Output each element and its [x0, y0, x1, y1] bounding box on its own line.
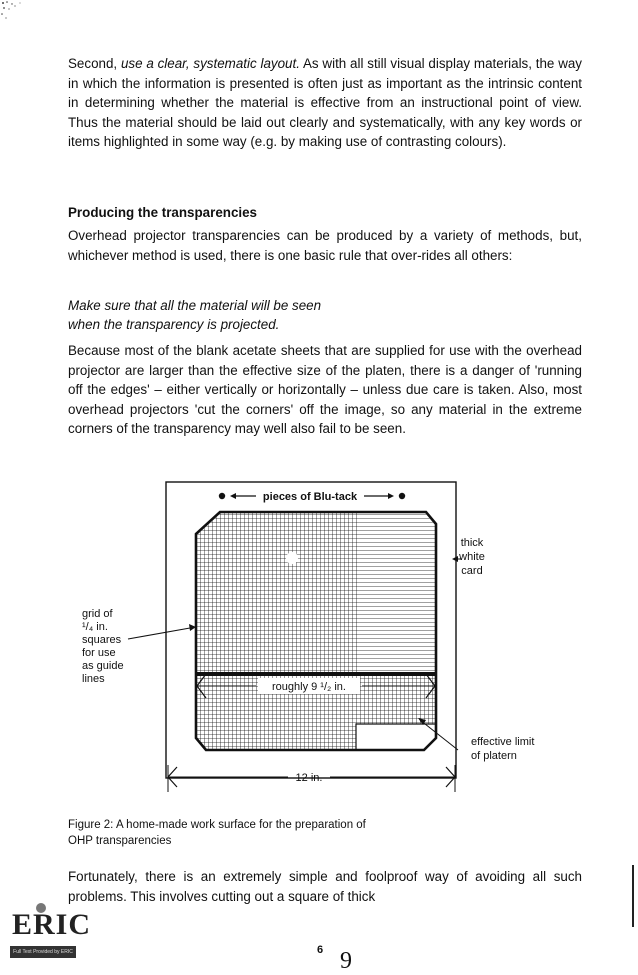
basic-rule-line1: Make sure that all the material will be seen: [68, 298, 322, 313]
figure-caption: [68, 817, 528, 849]
label-grid-1: grid of: [82, 608, 113, 620]
paragraph-methods: Overhead projector transparencies can be produced by a variety of methods, but, whichever method is used, there is one basic rule that over-rides all others:: [68, 228, 582, 263]
paragraph-fortunately: Fortunately, there is an extremely simple and foolproof way of avoiding all such problems. This involves cutting out a square of thick: [68, 869, 582, 904]
scan-artifact: [0, 0, 30, 22]
eric-logo-tagline: Full Text Provided by ERIC: [10, 946, 76, 958]
label-grid-2: ¹/₄ in.: [82, 621, 108, 633]
paragraph-layout-prefix: Second,: [68, 56, 121, 71]
figure-caption-line2: OHP transparencies: [68, 835, 172, 847]
label-grid-5: as guide: [82, 660, 124, 672]
label-thick-card-3: card: [461, 565, 483, 577]
paragraph-layout-rest: As with all still visual display materials, the way in which the information is presented is often just as important as the intrinsic content in determining whether the material is effective from an instructional point of view. Thus the material should be laid out clearly and systematically, with any key words or items highlighted in some way (e.g. by making use of contrasting colours).: [68, 56, 583, 150]
label-grid: [82, 608, 124, 685]
eric-logo-text: ERIC: [12, 908, 92, 941]
grid-highlight-spot: [286, 552, 298, 564]
page-number: 6: [317, 944, 324, 956]
label-effective-limit-2: of platern: [471, 750, 517, 762]
scan-edge-mark: [632, 865, 634, 927]
paragraph-edges: Because most of the blank acetate sheets that are supplied for use with the overhead projector are larger than the effective size of the platen, there is a danger of 'running off the edges' – either vertically or horizontally – unless due care is taken. Also, most overhead projectors 'cut the corners' off the image, so any material in the extreme corners of the transparency may well also fail to be seen.: [68, 343, 582, 437]
label-12-in: 12 in.: [295, 772, 323, 784]
paragraph-layout: [68, 54, 582, 152]
label-blu-tack: pieces of Blu-tack: [262, 491, 358, 503]
figure-caption-line1: Figure 2: A home-made work surface for the preparation of: [68, 819, 366, 831]
label-grid-4: for use: [82, 647, 116, 659]
label-thick-card-2: white: [459, 551, 485, 563]
sheet-number: 9: [340, 948, 352, 974]
figure-work-surface: [60, 474, 580, 814]
eric-logo: [8, 908, 92, 964]
blu-tack-dot-left: [219, 493, 225, 499]
basic-rule-line2: when the transparency is projected.: [68, 317, 280, 332]
section-heading: Producing the transparencies: [68, 205, 258, 220]
label-roughly-9-5-in: roughly 9 ¹/₂ in.: [272, 681, 346, 693]
guide-grid: [196, 512, 436, 750]
paragraph-layout-emphasis: use a clear, systematic layout.: [120, 56, 300, 71]
label-grid-6: lines: [82, 673, 105, 685]
label-effective-limit-1: effective limit: [471, 736, 535, 748]
label-grid-3: squares: [82, 634, 122, 646]
blu-tack-dot-right: [399, 493, 405, 499]
basic-rule: [68, 296, 321, 334]
label-thick-card-1: thick: [460, 537, 484, 549]
